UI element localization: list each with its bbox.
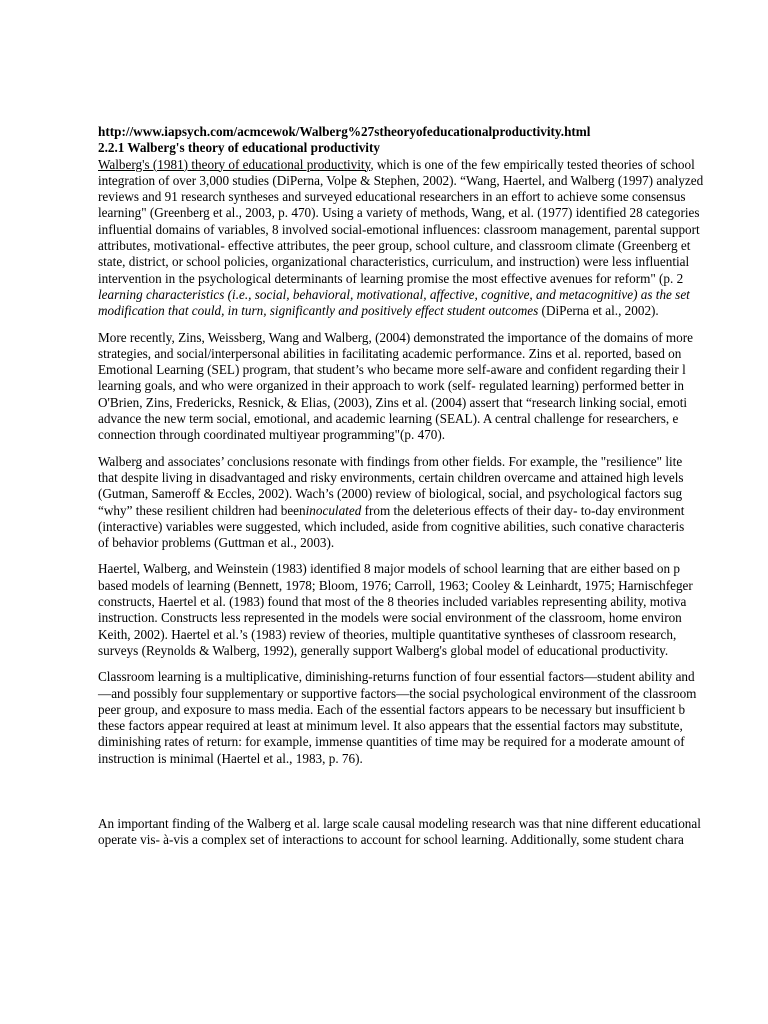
paragraph-line: “why” these resilient children had beeninoculated from the deleterious effects of their day- to-day environment — [98, 502, 685, 518]
paragraph-line: instruction is minimal (Haertel et al., 1983, p. 76). — [98, 750, 363, 766]
paragraph-line: attributes, motivational- effective attributes, the peer group, school culture, and classroom climate (Greenberg et — [98, 238, 691, 254]
paragraph-line: peer group, and exposure to mass media. Each of the essential factors appears to be necessary but insufficient b — [98, 701, 686, 717]
theory-link[interactable]: Walberg's (1981) theory of educational productivity — [98, 156, 371, 172]
paragraph-line: —and possibly four supplementary or supportive factors—the social psychological environment of the classroom — [98, 685, 697, 701]
paragraph-line: Classroom learning is a multiplicative, diminishing-returns function of four essential factors—student ability and — [98, 669, 695, 685]
paragraph-line: constructs, Haertel et al. (1983) found that most of the 8 theories included variables representing ability, motiva — [98, 594, 687, 610]
paragraph-6 — [98, 816, 768, 849]
paragraph-line: Haertel, Walberg, and Weinstein (1983) identified 8 major models of school learning that are either based on p — [98, 561, 680, 577]
paragraph-line: learning goals, and who were organized in their approach to work (self- regulated learning) performed better in — [98, 378, 685, 394]
paragraph-line: strategies, and social/interpersonal abilities in facilitating academic performance. Zins et al. reported, based on — [98, 345, 682, 361]
paragraph-line: diminishing rates of return: for example, immense quantities of time may be required for a moderate amount of — [98, 734, 685, 750]
paragraph-line: (interactive) variables were suggested, which included, aside from cognitive abilities, such conative characteris — [98, 518, 685, 534]
paragraph-line: modification that could, in turn, significantly and positively effect student outcomes (DiPerna et al., 2002). — [98, 303, 659, 319]
paragraph-line: state, district, or school policies, organizational characteristics, curriculum, and instruction) were less influential — [98, 254, 690, 270]
paragraph-3 — [98, 454, 768, 552]
paragraph-line: reviews and 91 research syntheses and surveyed educational researchers in an effort to achieve some consensus — [98, 189, 686, 205]
paragraph-line: integration of over 3,000 studies (DiPerna, Volpe & Stephen, 2002). “Wang, Haertel, and Walberg (1997) analyzed — [98, 172, 704, 188]
paragraph-line: (Gutman, Sameroff & Eccles, 2002). Wach’s (2000) review of biological, social, and psychological factors sug — [98, 486, 683, 502]
paragraph-2 — [98, 330, 768, 444]
section-heading: 2.2.1 Walberg's theory of educational productivity — [98, 140, 380, 156]
paragraph-1 — [98, 157, 768, 320]
document-body — [98, 124, 768, 849]
paragraph-line: operate vis- à-vis a complex set of interactions to account for school learning. Additionally, some student chara — [98, 832, 684, 848]
paragraph-line: influential domains of variables, 8 involved social-emotional influences: classroom management, parental support — [98, 221, 700, 237]
paragraph-line: Walberg and associates’ conclusions resonate with findings from other fields. For example, the "resilience" lite — [98, 453, 683, 469]
paragraph-line: More recently, Zins, Weissberg, Wang and Walberg, (2004) demonstrated the importance of the domains of more — [98, 329, 693, 345]
paragraph-line: An important finding of the Walberg et al. large scale causal modeling research was that nine different educational — [98, 815, 701, 831]
paragraph-line: advance the new term social, emotional, and academic learning (SEAL). A central challenge for researchers, e — [98, 411, 679, 427]
paragraph-line: these factors appear required at least at minimum level. It also appears that the essential factors may substitute, — [98, 718, 683, 734]
paragraph-line: that despite living in disadvantaged and risky environments, certain children overcame and attained high levels — [98, 469, 684, 485]
source-url: http://www.iapsych.com/acmcewok/Walberg%27stheoryofeducationalproductivity.html — [98, 124, 591, 139]
paragraph-line: based models of learning (Bennett, 1978; Bloom, 1976; Carroll, 1963; Cooley & Leinhardt, 1975; Harnischfeger — [98, 577, 693, 593]
paragraph-4 — [98, 561, 768, 659]
paragraph-line: O'Brien, Zins, Fredericks, Resnick, & Elias, (2003), Zins et al. (2004) assert that “research linking social, emoti — [98, 394, 688, 410]
paragraph-line: surveys (Reynolds & Walberg, 1992), generally support Walberg's global model of educational productivity. — [98, 642, 669, 658]
paragraph-line: learning" (Greenberg et al., 2003, p. 470). Using a variety of methods, Wang, et al. (1977) identified 28 categories — [98, 205, 700, 221]
paragraph-line: connection through coordinated multiyear programming"(p. 470). — [98, 427, 446, 443]
paragraph-line: of behavior problems (Guttman et al., 2003). — [98, 535, 335, 551]
paragraph-line: learning characteristics (i.e., social, behavioral, motivational, affective, cognitive, and metacognitive) as the set — [98, 286, 690, 302]
paragraph-line: instruction. Constructs less represented in the models were social environment of the classroom, home environ — [98, 610, 682, 626]
block-quote — [98, 669, 768, 767]
paragraph-line: intervention in the psychological determinants of learning promise the most effective avenues for reform" (p. 2 — [98, 270, 684, 286]
paragraph-line: Walberg's (1981) theory of educational productivity, which is one of the few empirically tested theories of school — [98, 156, 695, 172]
paragraph-line: Emotional Learning (SEL) program, that student’s who became more self-aware and confident regarding their l — [98, 362, 686, 378]
paragraph-line: Keith, 2002). Haertel et al.’s (1983) review of theories, multiple quantitative syntheses of classroom research, — [98, 626, 677, 642]
